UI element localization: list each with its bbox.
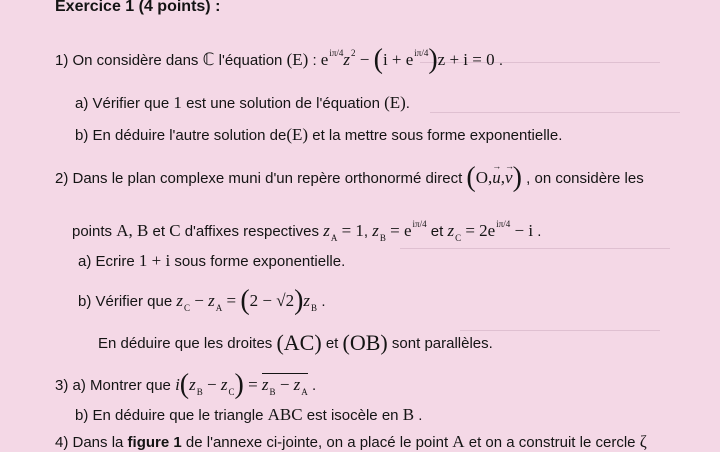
- question-1a: a) Vérifier que 1 est une solution de l'équation (E).: [75, 93, 410, 112]
- question-4: 4) Dans la figure 1 de l'annexe ci-jointe, on a placé le point A et on a construit le cercle ζ: [55, 432, 647, 451]
- question-1: 1) On considère dans ℂ l'équation (E) : $e^{i\pi/4}z^2 - (i + e^{i\pi/4})z + i = 0$ .: [55, 44, 504, 75]
- line-ob: (OB): [342, 330, 388, 355]
- question-1b: b) En déduire l'autre solution de(E) et la mettre sous forme exponentielle.: [75, 125, 563, 144]
- complex-set-symbol: ℂ: [202, 50, 215, 69]
- line-ac: (AC): [276, 330, 322, 355]
- question-2b-deduction: En déduire que les droites (AC) et (OB) sont parallèles.: [98, 330, 493, 355]
- question-2a: a) Ecrire 1 + i sous forme exponentielle.: [78, 251, 346, 270]
- question-2b: b) Vérifier que $z_C - z_A = (2 - √2)z_B$ .: [78, 285, 326, 316]
- question-3a: 3) a) Montrer que $i(z_B - z_C) = z_B - z_A$ .: [55, 369, 317, 400]
- orthonormal-frame: (O,→ u,→ v): [466, 168, 526, 187]
- question-2: 2) Dans le plan complexe muni d'un repère orthonormé direct (O,→ u,→ v) , on considère les: [55, 166, 644, 188]
- circle-symbol: ζ: [639, 432, 647, 451]
- vector-v: → v: [505, 169, 513, 187]
- conjugate-bar: $z_B - z_A$: [261, 375, 308, 397]
- bleed-through-line: [430, 112, 680, 113]
- figure-reference: figure 1: [127, 434, 182, 451]
- equation-name: (E): [286, 50, 309, 69]
- vector-u: → u: [492, 169, 501, 187]
- question-2-points: points A, B et C d'affixes respectives $z_A = 1$, $z_B = e^{i\pi/4}$ et $z_C = 2e^{i\pi/4} - i$ .: [72, 219, 542, 243]
- bleed-through-line: [460, 330, 660, 331]
- bleed-through-line: [400, 248, 670, 249]
- equation: $e^{i\pi/4}z^2 - (i + e^{i\pi/4})z + i = 0$: [320, 44, 495, 75]
- question-3b: b) En déduire que le triangle ABC est isocèle en B .: [75, 405, 423, 424]
- exercise-title: Exercice 1 (4 points) :: [55, 0, 221, 15]
